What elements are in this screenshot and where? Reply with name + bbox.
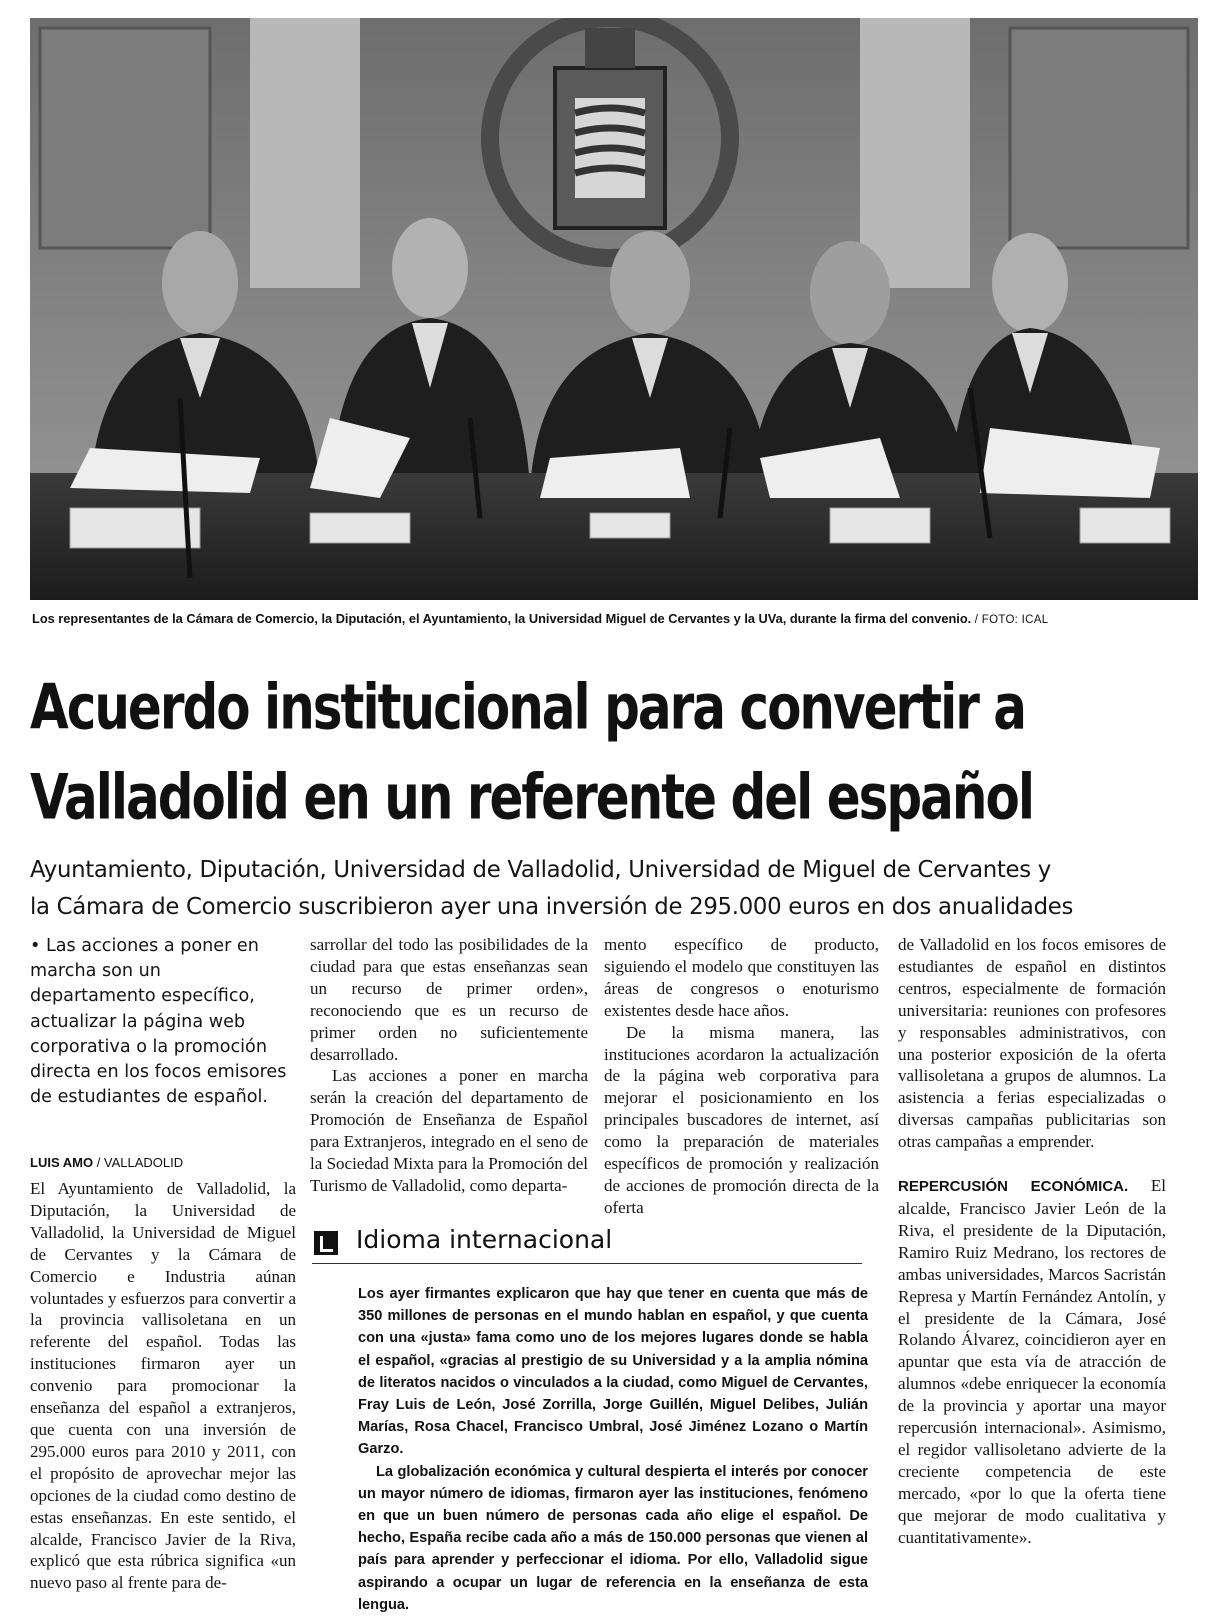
body-paragraph: mento específico de producto, siguiendo el modelo que constituyen las áreas de congresos o enoturismo existentes desde hace años.	[604, 935, 879, 1020]
sidebar-box-header	[312, 1227, 862, 1264]
photo-caption	[32, 611, 1202, 626]
sidebar-paragraph: La globalización económica y cultural despierta el interés por conocer un mayor número de idiomas, firmaron ayer las instituciones, fenómeno en que un buen número de personas cada año elige el español. De hecho, España recibe cada año a más de 150.000 personas que vienen al país para aprender y perfeccionar el idioma. Por ello, Valladolid sigue aspirando a ocupar un lugar de referencia en la enseñanza de esta lengua.	[358, 1463, 868, 1613]
caption-text: Los representantes de la Cámara de Comercio, la Diputación, el Ayuntamiento, la Universidad Miguel de Cervantes y la UVa, durante la firma del convenio.	[32, 611, 972, 626]
headline-line-2: Valladolid en un referente del español	[30, 760, 1034, 834]
subheadline-line-1: Ayuntamiento, Diputación, Universidad de Valladolid, Universidad de Miguel de Cervantes y	[30, 857, 1051, 883]
section-subheading: REPERCUSIÓN ECONÓMICA.	[898, 1178, 1129, 1196]
body-paragraph: El Ayuntamiento de Valladolid, la Diputación, la Universidad de Valladolid, la Universidad de Miguel de Cervantes y la Cámara de Comercio e Industria aúnan voluntades y esfuerzos para convertir a la provincia vallisoletana en un referente del español. Todas las instituciones firmaron ayer un convenio para promocionar la enseñanza del español a extranjeros, que cuenta con una inversión de 295.000 euros para 2010 y 2011, con el propósito de aprovechar mejor las opciones de la ciudad como destino de estas enseñanzas. En este sentido, el alcalde, Francisco Javier de la Riva, explicó que esta rúbrica significa «un nuevo paso al frente para de-	[30, 1179, 296, 1593]
news-photo	[30, 18, 1198, 600]
byline-author: LUIS AMO	[30, 1155, 94, 1170]
signing-ceremony-photo	[30, 18, 1198, 600]
sidebar-box-text	[358, 1283, 868, 1616]
body-column-2	[310, 934, 588, 1197]
body-column-1	[30, 1178, 296, 1594]
sidebar-box-title: Idioma internacional	[356, 1225, 613, 1254]
photo-credit: / FOTO: ICAL	[974, 614, 1049, 626]
headline-line-1: Acuerdo institucional para convertir a	[30, 670, 1026, 744]
byline	[30, 1155, 183, 1170]
headline	[30, 662, 1210, 842]
body-paragraph: Las acciones a poner en marcha serán la creación del departamento de Promoción de Enseñanza de Español para Extranjeros, integrado en el seno de la Sociedad Mixta para la Promoción del Turismo de Valladolid, como departa-	[310, 1066, 588, 1195]
sidebar-paragraph: Los ayer firmantes explicaron que hay que tener en cuenta que más de 350 millones de personas en el mundo hablan en español, y que cuenta con una «justa» fama como uno de los mejores lugares donde se habla el español, «gracias al prestigio de su Universidad y a la amplia nómina de literatos nacidos o vinculados a la ciudad, como Miguel de Cervantes, Fray Luis de León, José Zorrilla, Jorge Guillén, Miguel Delibes, Julián Marías, Rosa Chacel, Francisco Umbral, José Jiménez Lozano o Martín Garzo.	[358, 1286, 868, 1458]
body-paragraph	[898, 1175, 1166, 1548]
subheadline-line-2: la Cámara de Comercio suscribieron ayer una inversión de 295.000 euros en dos anualidades	[30, 894, 1074, 920]
body-paragraph: de Valladolid en los focos emisores de estudiantes de español en distintos centros, especialmente de formación universitaria: reuniones con profesores y responsables administrativos, con una posterior exposición de la oferta vallisoletana a grupos de alumnos. La asistencia a ferias especializadas o diversas campañas publicitarias son otras campañas a emprender.	[898, 935, 1166, 1152]
subheadline	[30, 852, 1215, 926]
body-paragraph: sarrollar del todo las posibilidades de la ciudad para que estas enseñanzas sean un recurso de primer orden», reconociendo que es un recurso de primer orden no suficientemente desarrollado.	[310, 935, 588, 1064]
section-marker-icon	[314, 1231, 338, 1255]
byline-place: / VALLADOLID	[93, 1155, 184, 1170]
body-text: El alcalde, Francisco Javier León de la Riva, el presidente de la Diputación, Ramiro Ruiz Medrano, los rectores de ambas universidades, Marcos Sacristán Represa y Martín Fernández Antolín, y el presidente de la Cámara, José Rolando Álvarez, coincidieron ayer en apuntar que esta vía de atracción de alumnos «debe enriquecer la economía de la provincia y aportar una mayor repercusión internacional». Asimismo, el regidor vallisoletano advierte de la creciente competencia de este mercado, «por lo que la oferta tiene que mejorar de modo cualitativa y cuantitativamente».	[898, 1176, 1167, 1547]
body-paragraph: De la misma manera, las instituciones acordaron la actualización de la página web corporativa para mejorar el posicionamiento en los principales buscadores de internet, así como la preparación de materiales específicos de promoción y realización de acciones de promoción directa de la oferta	[604, 1022, 879, 1217]
summary-bullet: • Las acciones a poner en marcha son un departamento específico, actualizar la página web corporativa o la promoción directa en los focos emisores de estudiantes de español.	[30, 936, 287, 1108]
body-column-4	[898, 934, 1166, 1548]
body-column-3	[604, 934, 879, 1219]
